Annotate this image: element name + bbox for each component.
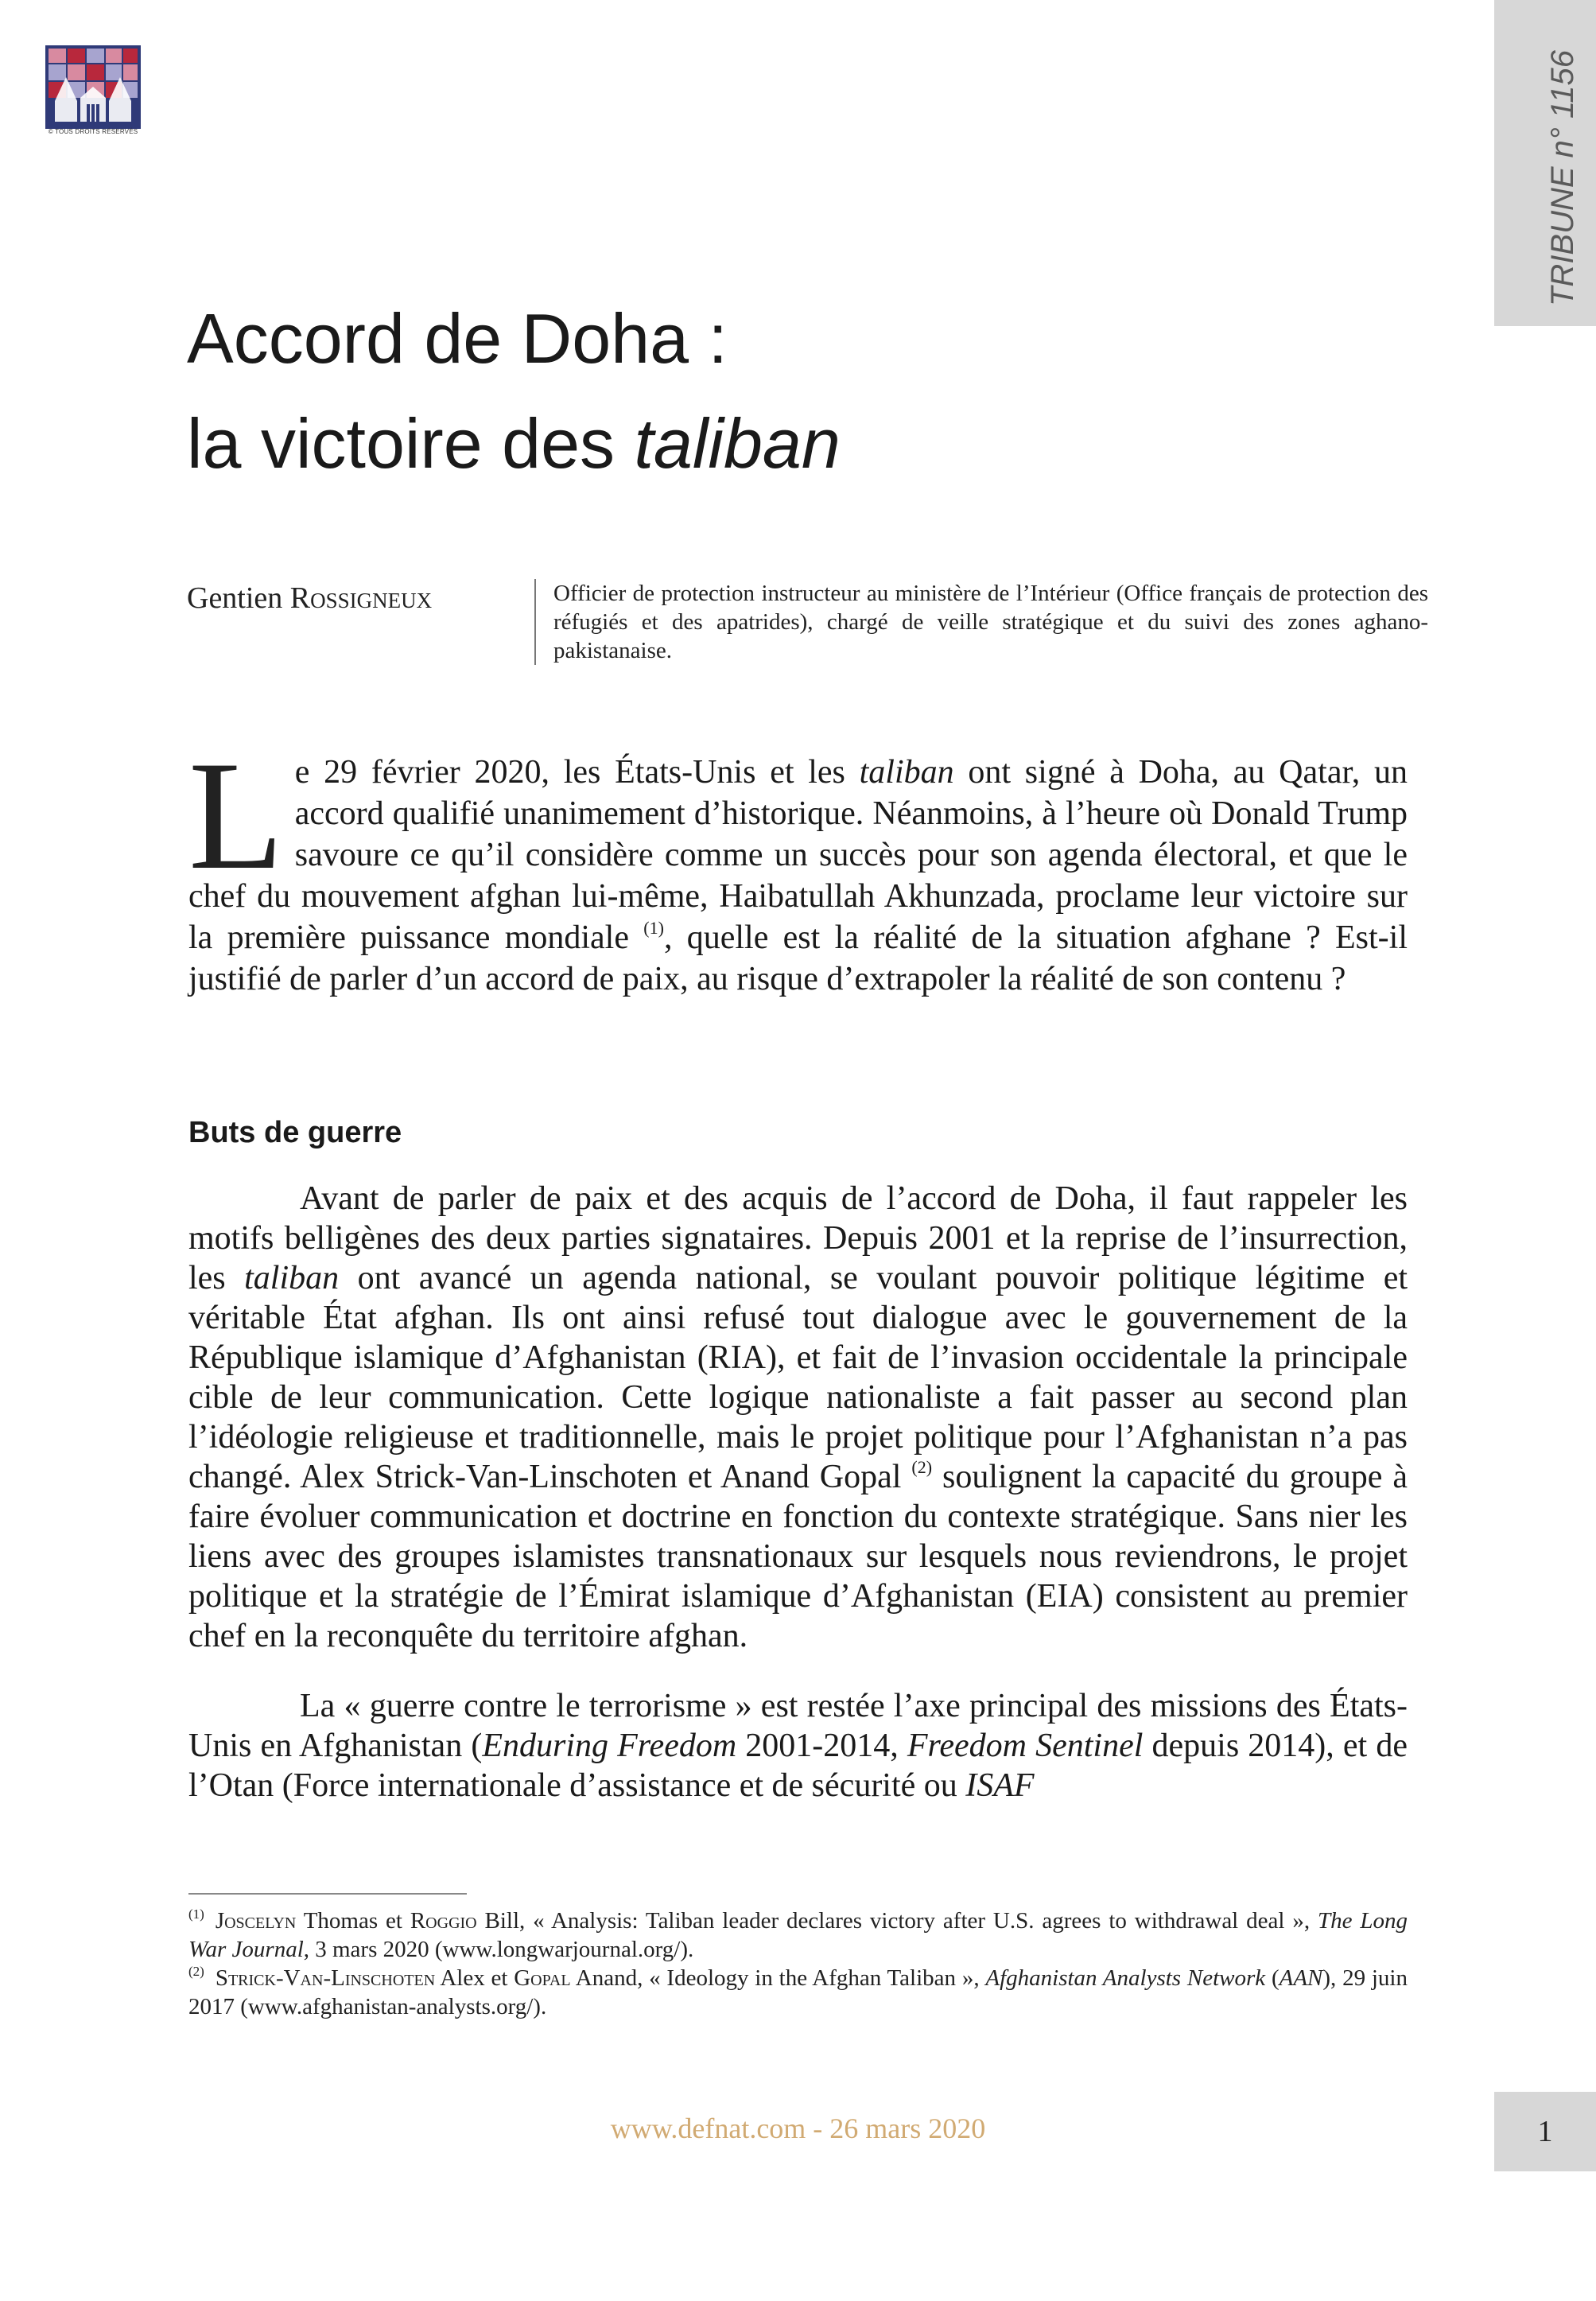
defnat-logo [45,45,141,141]
author-name [187,581,432,616]
p1-text-c: soulignent la capacité du groupe à faire évoluer communication et doctrine en fonction du contexte stratégique. Sans nier les liens avec des groupes islamistes transnationaux sur lesquels nous reviendrons, le projet politique et la stratégie de l’Émirat islamique d’Afghanistan (EIA) consistent au premier chef en la reconquête du territoire afghan. [188,1459,1408,1654]
title-line-2-italic: taliban [634,404,841,483]
footnote-2-author-2: Gopal [514,1965,571,1991]
series-label: TRIBUNE n° 1156 [1545,49,1580,306]
intro-paragraph [188,729,1408,1000]
author-bio: Officier de protection instructeur au ministère de l’Intérieur (Office français de protection des réfugiés et des apatrides), chargé de veille stratégique et du suivi des zones aghano-pakistanaise. [534,579,1428,665]
p2-italic-3: ISAF [965,1767,1035,1804]
page-number-tab [1494,2092,1596,2171]
p2-text-a: La « guerre contre le terrorisme » est restée l’axe principal des missions des États-Unis en Afghanistan ( [188,1688,1408,1764]
footnote-2-tail: ), 29 juin 2017 (www.afghanistan-analysts.org/). [188,1965,1408,2019]
series-tab [1494,0,1596,326]
footnote-1 [188,1906,1408,1964]
author-first-name: Gentien [187,581,290,615]
article-body [188,1179,1408,1836]
title-line-1: Accord de Doha : [187,299,728,378]
logo-caption: © TOUS DROITS RÉSERVÉS [48,128,138,135]
footnote-2-author-1: Strick-Van-Linschoten [215,1965,436,1991]
footnote-1-number: (1) [188,1906,204,1922]
footnote-divider [188,1893,467,1895]
logo-mosaic-icon [45,45,141,129]
title-line-2 [187,391,841,496]
p1-italic: taliban [244,1260,340,1296]
drop-cap: L [188,729,284,902]
intro-text-2: ont signé à Doha, au Qatar, un accord qualifié unanimement d’historique. Néanmoins, à l’heure où Donald Trump savoure ce qu’il considère comme un succès pour son agenda électoral, et que le chef du mouvement afghan lui-même, Haibatullah Akhunzada, proclame leur victoire sur la première puissance mondiale [188,754,1408,956]
footnote-2 [188,1964,1408,2021]
intro-text-1: e 29 février 2020, les États-Unis et les [294,754,860,791]
p2-text-b: 2001-2014, [736,1728,907,1764]
intro-text-3: , quelle est la réalité de la situation afghane ? Est-il justifié de parler d’un accord de paix, au risque d’extrapoler la réalité de son contenu ? [188,919,1408,997]
footnote-2-text-1: Alex et [435,1965,515,1991]
p2-text-c: depuis 2014), et de l’Otan (Force internationale d’assistance et de sécurité ou [188,1728,1408,1804]
p1-text-b: ont avancé un agenda national, se voulant pouvoir politique légitime et véritable État afghan. Ils ont ainsi refusé tout dialogue avec le gouvernement de la République islamique d’Afghanistan (RIA), et fait de l’invasion occidentale la principale cible de leur communication. Cette logique nationaliste a fait passer au second plan l’idéologie religieuse et traditionnelle, mais le projet politique pour l’Afghanistan n’a pas changé. Alex Strick-Van-Linschoten et Anand Gopal [188,1260,1408,1495]
footnote-1-text-1: Thomas et [296,1908,410,1934]
page-number: 1 [1537,2115,1553,2148]
footnote-ref-1[interactable]: (1) [643,918,664,938]
author-last-name: Rossigneux [289,581,433,615]
footnote-1-text-2: Bill, « Analysis: Taliban leader declares victory after U.S. agrees to withdrawal deal », [476,1908,1318,1934]
footnote-2-abbr: AAN [1279,1965,1323,1991]
article-title [187,286,841,496]
intro-italic: taliban [859,754,954,791]
footnote-2-source: Afghanistan Analysts Network [985,1965,1266,1991]
body-paragraph-1 [188,1179,1408,1656]
footnote-1-author-1: Joscelyn [215,1908,297,1934]
footnote-1-source: The Long War Journal [188,1908,1408,1962]
section-heading: Buts de guerre [188,1116,402,1149]
footnote-ref-2[interactable]: (2) [911,1457,933,1477]
footnotes [188,1906,1408,2021]
footnote-2-number: (2) [188,1964,204,1979]
page-footer[interactable]: www.defnat.com - 26 mars 2020 [610,2112,986,2144]
body-paragraph-2 [188,1686,1408,1805]
title-line-2-text: la victoire des [187,404,635,483]
footnote-2-text-2: Anand, « Ideology in the Afghan Taliban », [570,1965,986,1991]
p2-italic-2: Freedom Sentinel [907,1728,1144,1764]
footnote-1-author-2: Roggio [410,1908,477,1934]
footnote-1-tail: , 3 mars 2020 (www.longwarjournal.org/). [303,1937,694,1962]
p1-text-a: Avant de parler de paix et des acquis de l’accord de Doha, il faut rappeler les motifs belligènes des deux parties signataires. Depuis 2001 et la reprise de l’insurrection, les [188,1180,1408,1296]
p2-italic-1: Enduring Freedom [482,1728,737,1764]
footnote-2-mid: ( [1265,1965,1280,1991]
